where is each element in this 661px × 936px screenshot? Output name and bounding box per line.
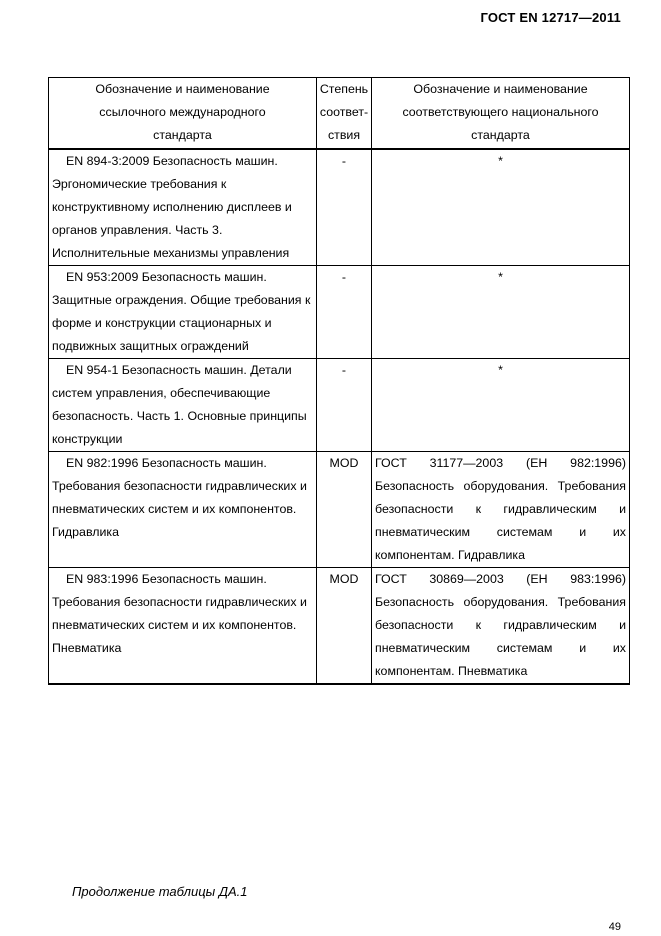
degree-of-conformity-cell: - bbox=[317, 266, 372, 359]
national-standard-cell: * bbox=[372, 149, 630, 266]
column-header-degree-of-conformity: Степень соответ- ствия bbox=[317, 78, 372, 150]
table-row bbox=[49, 452, 630, 568]
column-header-international-standard: Обозначение и наименование ссылочного международного стандарта bbox=[49, 78, 317, 150]
table-row bbox=[49, 266, 630, 359]
table-header-row bbox=[49, 78, 630, 150]
table-continuation-caption: Продолжение таблицы ДА.1 bbox=[72, 884, 248, 899]
document-header: ГОСТ EN 12717—2011 bbox=[480, 10, 621, 25]
table-row bbox=[49, 149, 630, 266]
column-header-national-standard: Обозначение и наименование соответствующего национального стандарта bbox=[372, 78, 630, 150]
reference-standards-table bbox=[48, 77, 630, 685]
degree-of-conformity-cell: MOD bbox=[317, 452, 372, 568]
degree-of-conformity-cell: - bbox=[317, 359, 372, 452]
international-standard-cell: EN 954-1 Безопасность машин. Детали систем управления, обеспечивающие безопасность. Часть 1. Основные принципы конструкции bbox=[49, 359, 317, 452]
international-standard-cell: EN 894-3:2009 Безопасность машин. Эргономические требования к конструктивному исполнению дисплеев и органов управления. Часть 3. Исполнительные механизмы управления bbox=[49, 149, 317, 266]
degree-of-conformity-cell: - bbox=[317, 149, 372, 266]
national-standard-cell: * bbox=[372, 266, 630, 359]
national-standard-cell: ГОСТ 31177—2003 (ЕН 982:1996) Безопасность оборудования. Требования безопасности к гидравлическим и пневматическим системам и их компонентам. Гидравлика bbox=[372, 452, 630, 568]
international-standard-cell: EN 982:1996 Безопасность машин. Требования безопасности гидравлических и пневматических систем и их компонентов. Гидравлика bbox=[49, 452, 317, 568]
national-standard-cell: * bbox=[372, 359, 630, 452]
international-standard-cell: EN 983:1996 Безопасность машин. Требования безопасности гидравлических и пневматических систем и их компонентов. Пневматика bbox=[49, 568, 317, 685]
degree-of-conformity-cell: MOD bbox=[317, 568, 372, 685]
table-body bbox=[49, 149, 630, 684]
international-standard-cell: EN 953:2009 Безопасность машин. Защитные ограждения. Общие требования к форме и конструкции стационарных и подвижных защитных ограждений bbox=[49, 266, 317, 359]
national-standard-cell: ГОСТ 30869—2003 (ЕН 983:1996) Безопасность оборудования. Требования безопасности к гидравлическим и пневматическим системам и их компонентам. Пневматика bbox=[372, 568, 630, 685]
page-number: 49 bbox=[608, 921, 621, 933]
table-row bbox=[49, 359, 630, 452]
table-row bbox=[49, 568, 630, 685]
table-header bbox=[49, 78, 630, 150]
